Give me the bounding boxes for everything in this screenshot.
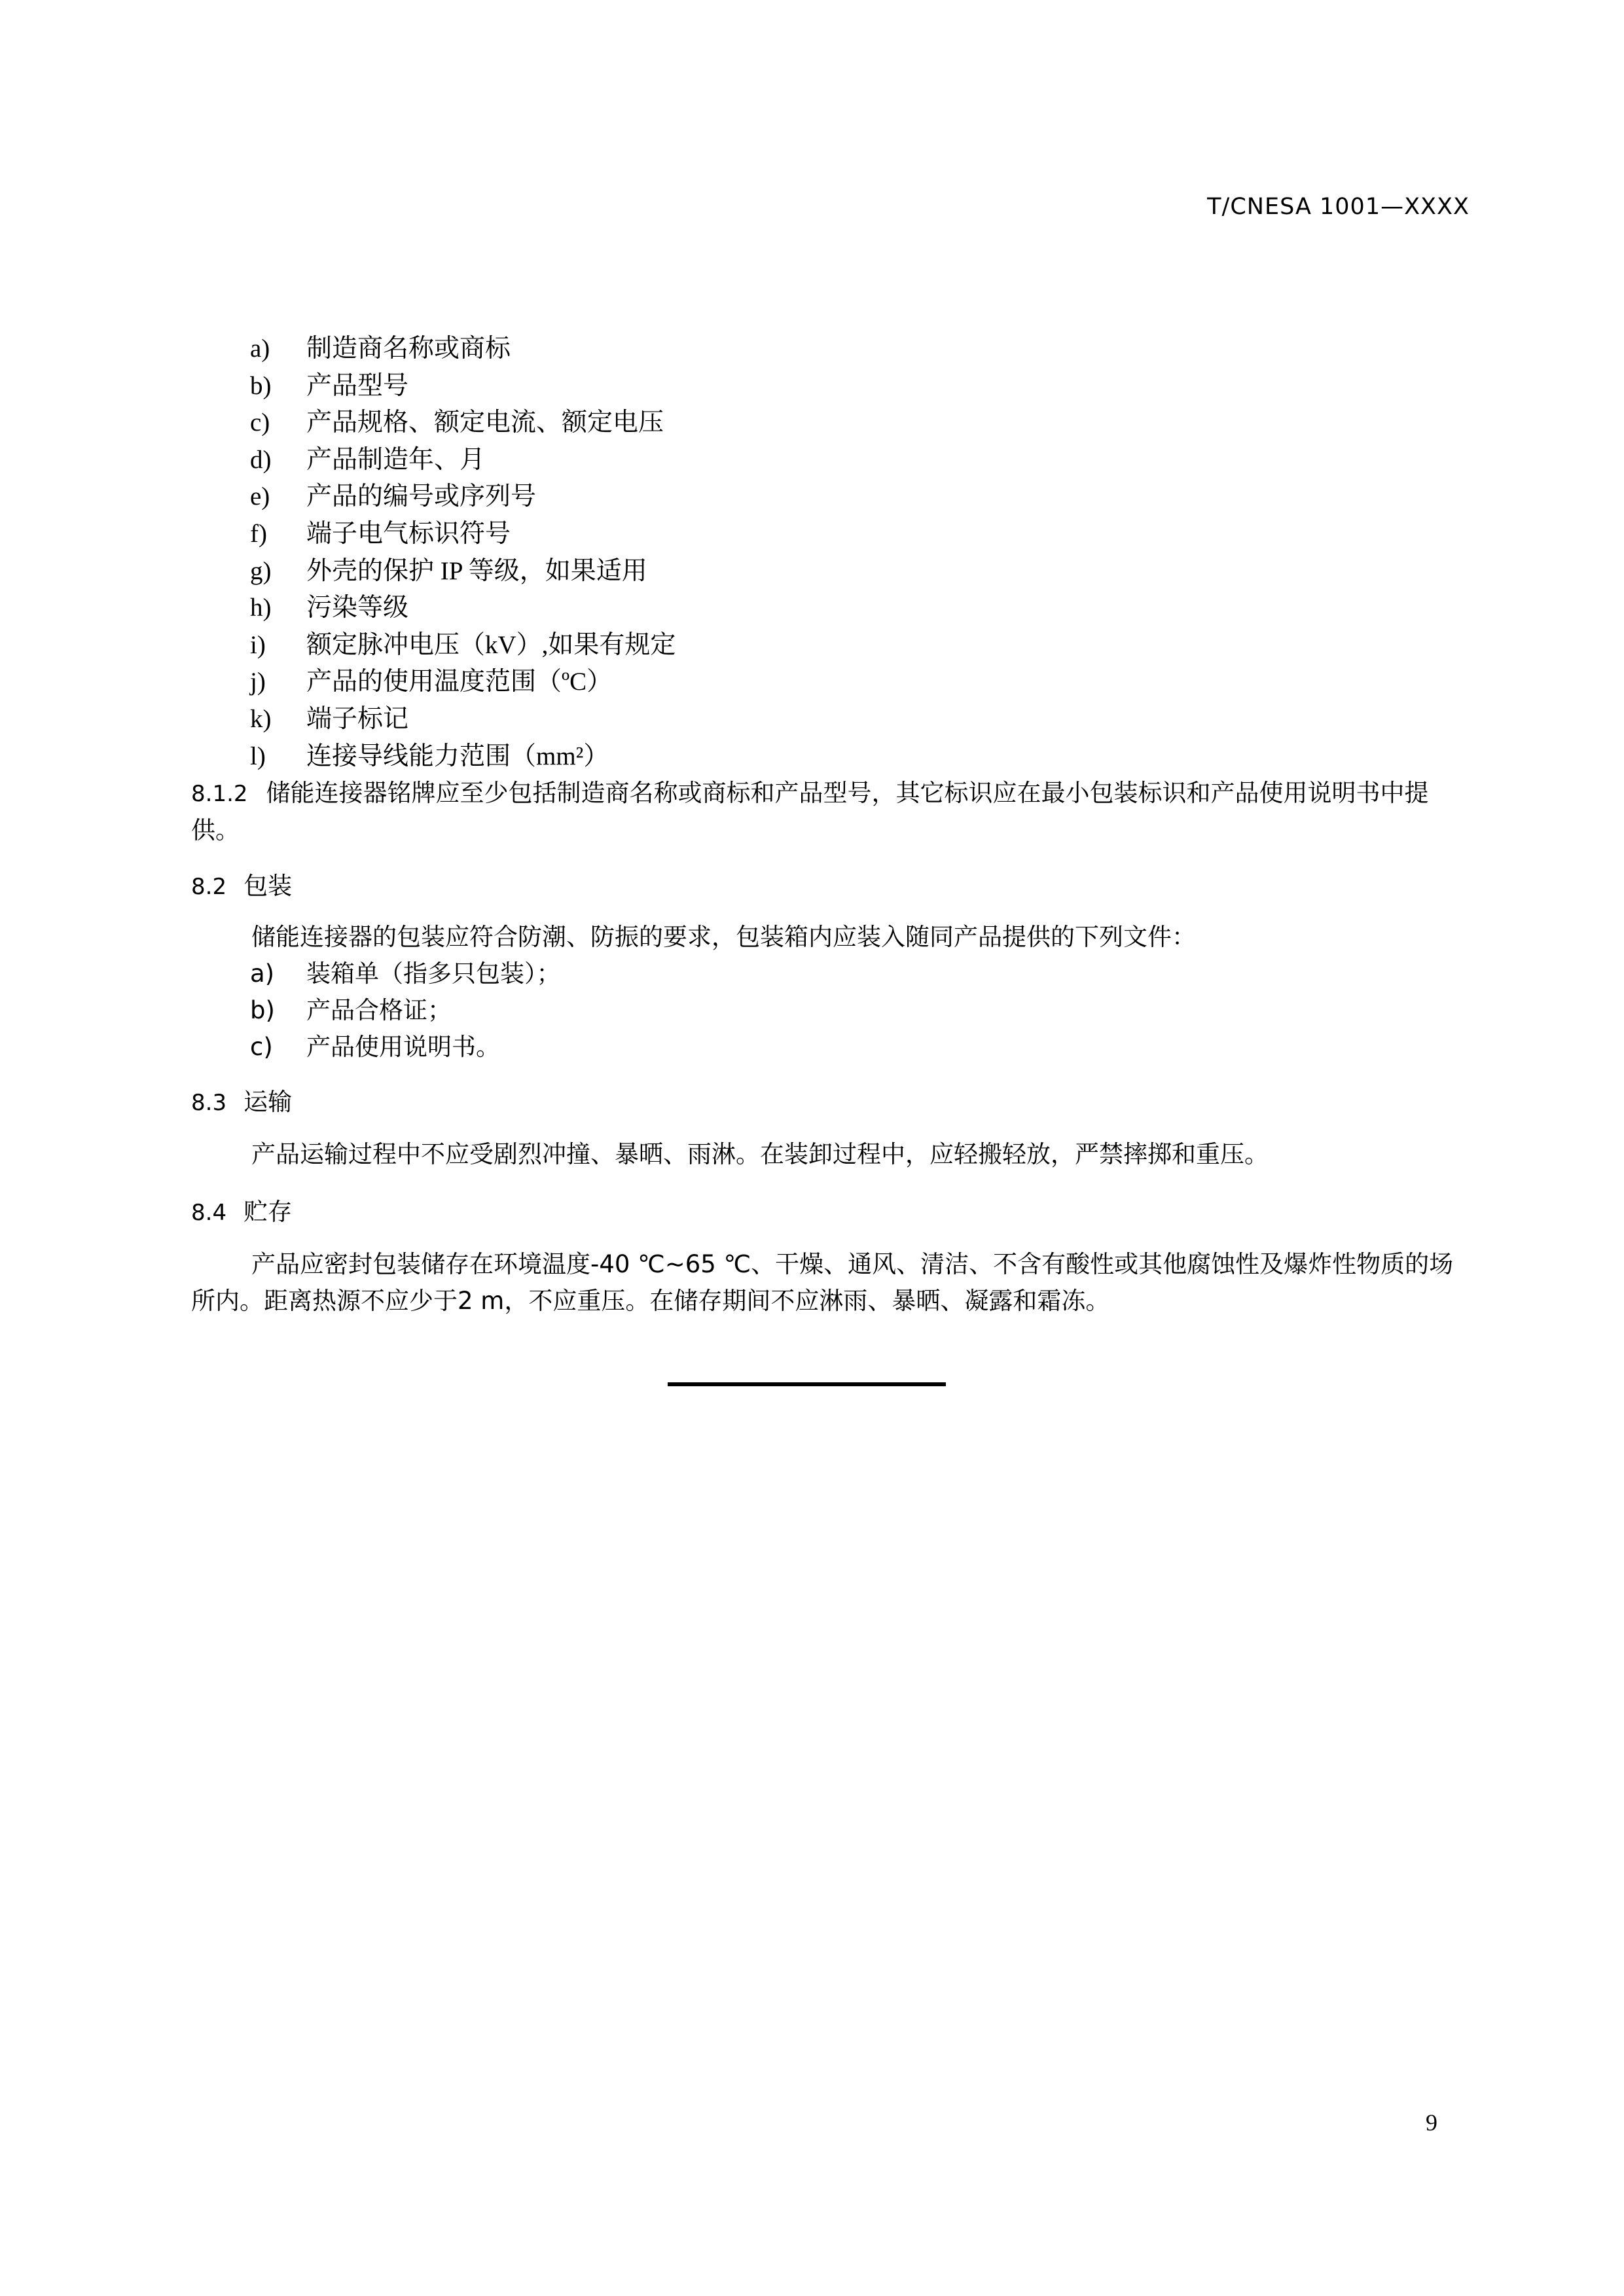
list-item-text: 连接导线能力范围（mm²）	[306, 742, 609, 770]
section-8-4-storage	[191, 1193, 1474, 1319]
list-marker: c)	[250, 408, 270, 437]
list-item-text: 产品合格证；	[306, 996, 452, 1024]
section-title: 运输	[244, 1088, 293, 1116]
list-item	[250, 442, 676, 479]
section-intro: 储能连接器的包装应符合防潮、防振的要求，包装箱内应装入随同产品提供的下列文件：	[251, 923, 1196, 951]
list-marker: e)	[250, 482, 270, 511]
list-marker: k)	[250, 704, 272, 733]
section-title: 贮存	[244, 1198, 293, 1226]
document-id-header: T/CNESA 1001—XXXX	[1207, 194, 1470, 220]
list-marker: a)	[250, 334, 270, 363]
list-item-text: 产品型号	[306, 371, 409, 400]
page-number: 9	[1426, 2109, 1437, 2136]
section-number: 8.4	[191, 1200, 227, 1226]
list-item	[250, 992, 1474, 1029]
section-title: 包装	[244, 872, 293, 900]
list-item-text: 外壳的保护 IP 等级，如果适用	[306, 556, 647, 585]
list-item	[250, 1029, 1474, 1066]
section-number: 8.2	[191, 874, 227, 900]
clause-text: 储能连接器铭牌应至少包括制造商名称或商标和产品型号，其它标识应在最小包装标识和产品使用说明书中提供。	[191, 779, 1429, 844]
list-marker: i)	[250, 630, 266, 659]
list-marker: f)	[250, 519, 267, 548]
list-item-text: 产品规格、额定电流、额定电压	[306, 408, 664, 437]
list-marker: d)	[250, 445, 272, 474]
list-item	[250, 516, 676, 553]
list-item	[250, 738, 676, 776]
list-item-text: 额定脉冲电压（kV）,如果有规定	[306, 630, 676, 659]
list-item-text: 制造商名称或商标	[306, 334, 511, 363]
end-of-document-rule	[668, 1382, 946, 1386]
section-8-2-packaging	[191, 867, 1474, 1066]
clause-8-1-2	[191, 775, 1474, 849]
list-item	[250, 331, 676, 368]
list-item-text: 产品的使用温度范围（ºC）	[306, 668, 613, 696]
list-item	[250, 478, 676, 516]
list-item-text: 产品使用说明书。	[306, 1033, 500, 1061]
list-item	[250, 590, 676, 627]
list-item	[250, 368, 676, 405]
section-text: 产品运输过程中不应受剧烈冲撞、暴晒、雨淋。在装卸过程中，应轻搬轻放，严禁摔掷和重压。	[251, 1140, 1269, 1168]
section-text: 产品应密封包装储存在环境温度-40 ℃~65 ℃、干燥、通风、清洁、不含有酸性或其他腐蚀性及爆炸性物质的场所内。距离热源不应少于2 m，不应重压。在储存期间不应淋雨、暴晒、凝露和霜冻。	[191, 1250, 1454, 1315]
list-item-text: 装箱单（指多只包装）；	[306, 960, 561, 988]
list-item	[250, 956, 1474, 992]
section-heading	[191, 1083, 1474, 1122]
section-heading	[191, 867, 1474, 906]
list-marker: c)	[250, 1033, 273, 1061]
list-item-text: 端子标记	[306, 704, 409, 733]
list-item-text: 污染等级	[306, 594, 409, 622]
list-item	[250, 404, 676, 442]
list-marker: j)	[250, 668, 266, 696]
list-marker: h)	[250, 594, 272, 622]
section-8-3-transport	[191, 1083, 1474, 1173]
list-marker: b)	[250, 371, 272, 400]
list-item	[250, 627, 676, 664]
nameplate-marking-list	[250, 331, 676, 775]
list-marker: b)	[250, 996, 275, 1024]
list-marker: g)	[250, 556, 272, 585]
list-item-text: 产品的编号或序列号	[306, 482, 537, 511]
list-marker: l)	[250, 742, 266, 770]
list-item-text: 产品制造年、月	[306, 445, 486, 474]
packaging-document-list	[191, 956, 1474, 1066]
list-item	[250, 701, 676, 738]
list-item	[250, 664, 676, 701]
list-item	[250, 553, 676, 590]
clause-number: 8.1.2	[191, 781, 248, 807]
section-heading	[191, 1193, 1474, 1232]
list-item-text: 端子电气标识符号	[306, 519, 511, 548]
section-number: 8.3	[191, 1090, 227, 1116]
list-marker: a)	[250, 960, 275, 988]
